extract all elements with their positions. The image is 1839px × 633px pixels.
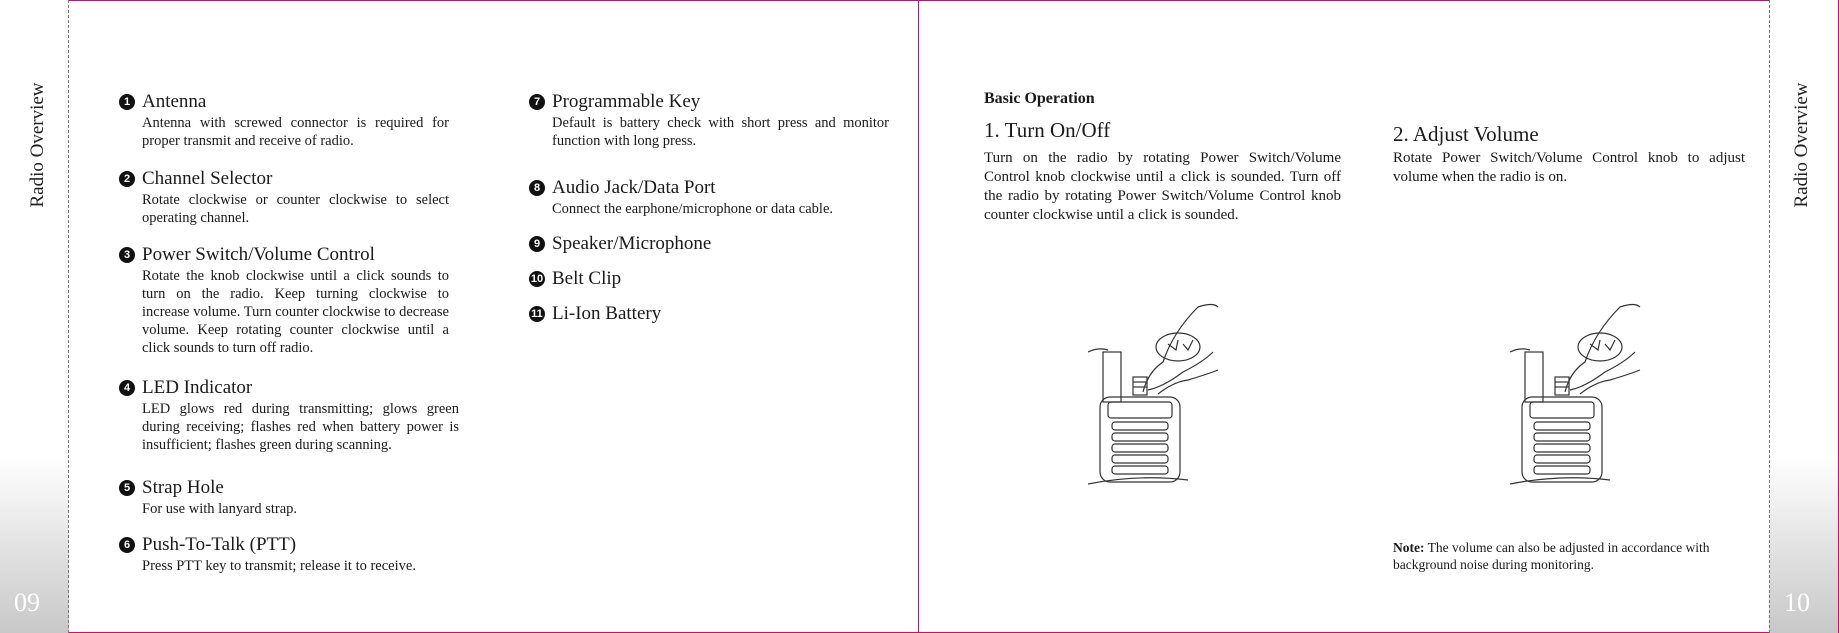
- note-label: Note:: [1393, 540, 1425, 555]
- step1-text: Turn on the radio by rotating Power Switch/Volume Control knob clockwise until a click is sounded. Turn off the radio by rotating Power Switch/Volume Control knob counter clockwise until a click is sounded.: [984, 150, 1341, 223]
- overview-item-battery: [529, 303, 889, 325]
- number-badge: 4: [119, 380, 135, 396]
- item-description: Rotate the knob clockwise until a click sounds to turn on the radio. Keep turning clockwise to increase volume. Turn counter clockwise to decrease volume. Keep rotating counter clockwise until a click sounds to turn off radio.: [142, 268, 449, 356]
- item-title: Audio Jack/Data Port: [552, 177, 716, 198]
- radio-volume-illustration: [1510, 302, 1650, 487]
- left-side-title: Radio Overview: [27, 82, 48, 208]
- number-badge: 1: [119, 94, 135, 110]
- item-title: LED Indicator: [142, 377, 253, 398]
- overview-item-led-indicator: [119, 377, 459, 454]
- overview-item-speaker: [529, 233, 889, 255]
- page-spine: [918, 0, 919, 633]
- item-title: Li-Ion Battery: [552, 303, 662, 324]
- number-badge: 3: [119, 247, 135, 263]
- number-badge: 10: [530, 273, 544, 285]
- radio-power-illustration: [1088, 302, 1228, 487]
- step2-text: Rotate Power Switch/Volume Control knob to adjust volume when the radio is on.: [1393, 150, 1745, 185]
- step1-heading: 1. Turn On/Off: [984, 118, 1111, 142]
- overview-item-power-switch: [119, 244, 449, 357]
- item-title: Speaker/Microphone: [552, 233, 712, 254]
- item-title: Strap Hole: [142, 477, 224, 498]
- number-badge: 2: [119, 171, 135, 187]
- overview-item-ptt: [119, 534, 464, 575]
- item-description: LED glows red during transmitting; glows green during receiving; flashes red when battery power is insufficient; flashes green during scanning.: [142, 401, 459, 453]
- item-description: Connect the earphone/microphone or data cable.: [552, 201, 834, 217]
- section-label: Basic Operation: [984, 90, 1095, 107]
- overview-item-audio-jack: [529, 177, 889, 218]
- item-description: Rotate clockwise or counter clockwise to select operating channel.: [142, 192, 449, 226]
- number-badge: 8: [529, 180, 545, 196]
- overview-item-strap-hole: [119, 477, 449, 518]
- number-badge: 6: [119, 537, 135, 553]
- item-title: Channel Selector: [142, 168, 273, 189]
- volume-note: [1393, 539, 1743, 573]
- note-text: The volume can also be adjusted in accordance with background noise during monitoring.: [1393, 540, 1710, 572]
- overview-item-channel-selector: [119, 168, 449, 227]
- item-title: Power Switch/Volume Control: [142, 244, 375, 265]
- item-title: Belt Clip: [552, 268, 622, 289]
- overview-item-antenna: [119, 91, 449, 150]
- number-badge: 7: [529, 94, 545, 110]
- item-title: Push-To-Talk (PTT): [142, 534, 297, 555]
- right-side-title: Radio Overview: [1791, 82, 1812, 208]
- number-badge: 9: [529, 236, 545, 252]
- number-badge: 5: [119, 480, 135, 496]
- item-description: Press PTT key to transmit; release it to receive.: [142, 558, 416, 574]
- item-description: Default is battery check with short press and monitor function with long press.: [552, 115, 889, 149]
- overview-item-programmable-key: [529, 91, 889, 150]
- overview-item-belt-clip: [529, 268, 889, 290]
- step2-heading: 2. Adjust Volume: [1393, 122, 1539, 146]
- item-title: Antenna: [142, 91, 207, 112]
- number-badge: 11: [529, 306, 545, 322]
- right-page-number: 10: [1784, 588, 1810, 617]
- item-title: Programmable Key: [552, 91, 701, 112]
- item-description: Antenna with screwed connector is required for proper transmit and receive of radio.: [142, 115, 449, 149]
- left-page-number: 09: [14, 588, 40, 617]
- item-description: For use with lanyard strap.: [142, 501, 298, 517]
